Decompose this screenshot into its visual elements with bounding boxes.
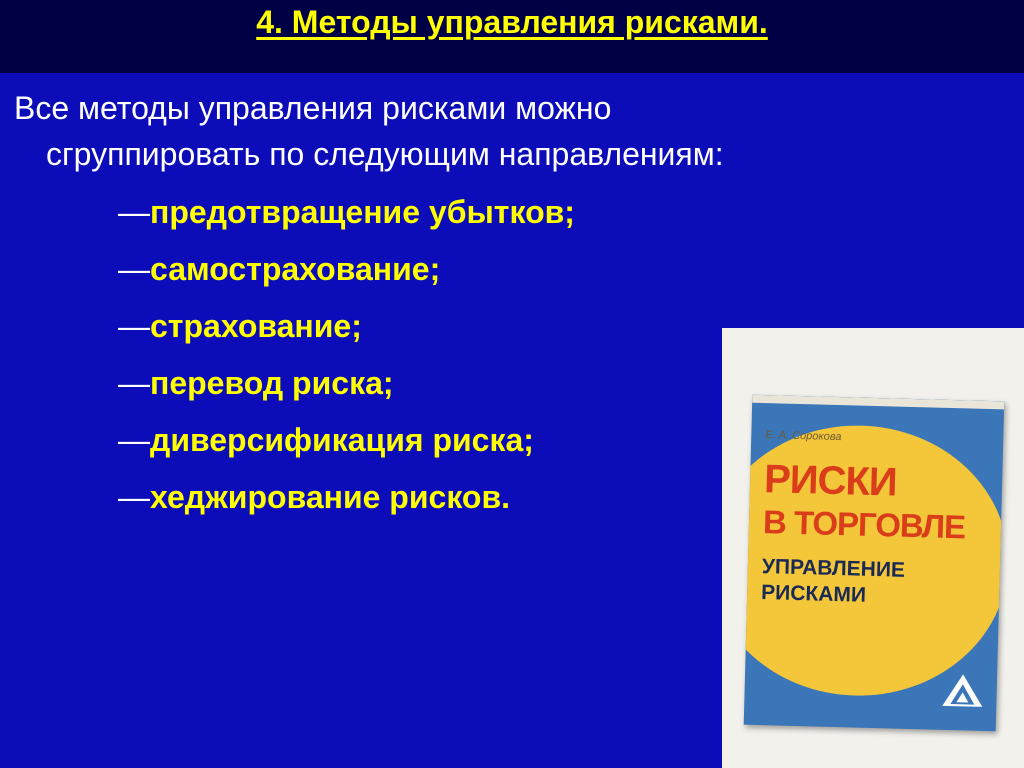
slide-title: 4. Методы управления рисками. [256,4,768,40]
intro-line-1: Все методы управления рисками можно [14,90,612,126]
list-item-text: перевод риска; [150,365,394,401]
list-item-text: диверсификация риска; [150,422,534,458]
list-item [118,475,575,532]
intro-line-2: сгруппировать по следующим направлениям: [46,136,724,172]
list-item [118,190,575,247]
book-title-line-2: В ТОРГОВЛЕ [762,503,966,546]
list-item [118,418,575,475]
book-author: Е. А. Сорокова [765,429,842,444]
dash-bullet: — [118,308,150,344]
methods-list [118,190,575,532]
dash-bullet: — [118,365,150,401]
intro-text [14,85,894,177]
list-item-text: предотвращение убытков; [150,194,575,230]
triangle-logo-icon [940,672,985,709]
book-cover [744,395,1005,731]
list-item [118,247,575,304]
book-title-line-1: РИСКИ [763,457,898,505]
list-item-text: страхование; [150,308,362,344]
dash-bullet: — [118,479,150,515]
dash-bullet: — [118,194,150,230]
book-subtitle-line-1: УПРАВЛЕНИЕ [761,555,906,582]
dash-bullet: — [118,251,150,287]
book-subtitle-line-2: РИСКАМИ [760,581,867,607]
list-item-text: самострахование; [150,251,441,287]
list-item [118,304,575,361]
list-item-text: хеджирование рисков. [150,479,511,515]
list-item [118,361,575,418]
dash-bullet: — [118,422,150,458]
